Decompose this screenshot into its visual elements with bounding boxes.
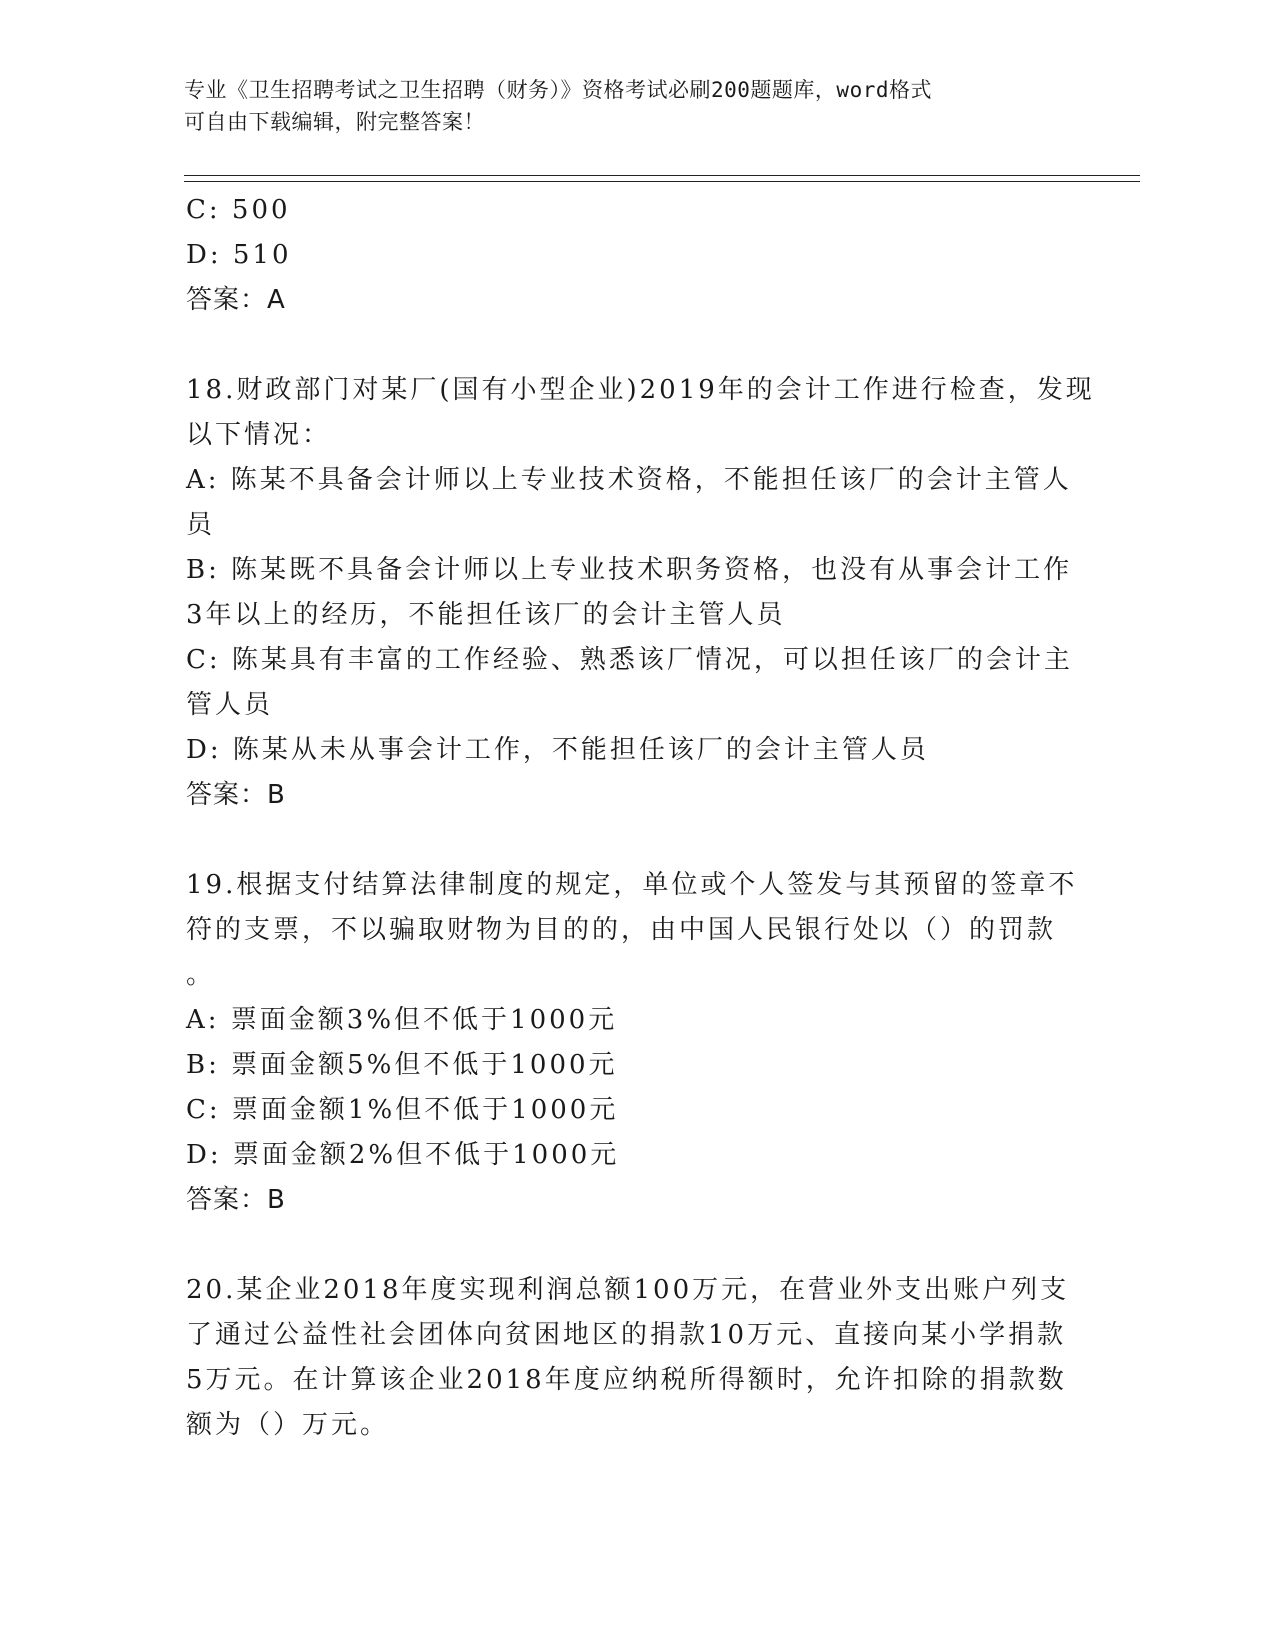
question-17-tail <box>186 188 1086 323</box>
option-a-continued: 员 <box>186 510 216 540</box>
option-b-continued: 3年以上的经历，不能担任该厂的会计主管人员 <box>186 600 786 630</box>
option-c: C: 500 <box>186 195 291 225</box>
option-c: C: 票面金额1%但不低于1000元 <box>186 1095 619 1125</box>
answer-line: 答案：B <box>186 780 286 810</box>
question-text-line: 了通过公益性社会团体向贫困地区的捐款10万元、直接向某小学捐款 <box>186 1320 1067 1350</box>
header-divider-top <box>184 175 1140 176</box>
question-text-line: 额为（）万元。 <box>186 1410 390 1440</box>
question-text-line: 5万元。在计算该企业2018年度应纳税所得额时，允许扣除的捐款数 <box>186 1365 1067 1395</box>
option-d: D: 票面金额2%但不低于1000元 <box>186 1140 620 1170</box>
option-c-continued: 管人员 <box>186 690 274 720</box>
header-title-line-2: 可自由下载编辑，附完整答案！ <box>184 110 485 134</box>
answer-line: 答案：A <box>186 285 286 315</box>
option-a: A: 票面金额3%但不低于1000元 <box>186 1005 618 1035</box>
option-b: B: 票面金额5%但不低于1000元 <box>186 1050 618 1080</box>
question-20 <box>186 1268 1086 1448</box>
question-text-line: 19.根据支付结算法律制度的规定，单位或个人签发与其预留的签章不 <box>186 870 1078 900</box>
question-text-line: 符的支票，不以骗取财物为目的的，由中国人民银行处以（）的罚款 <box>186 915 1057 945</box>
document-header <box>184 74 1054 138</box>
header-title-line-1: 专业《卫生招聘考试之卫生招聘（财务）》资格考试必刷200题题库，word格式 <box>184 78 932 102</box>
question-18 <box>186 368 1095 818</box>
question-text-line: 20.某企业2018年度实现利润总额100万元，在营业外支出账户列支 <box>186 1275 1070 1305</box>
option-c: C: 陈某具有丰富的工作经验、熟悉该厂情况，可以担任该厂的会计主 <box>186 645 1073 675</box>
header-divider-bottom <box>184 181 1140 182</box>
option-d: D: 510 <box>186 240 292 270</box>
document-body <box>186 188 1095 1448</box>
option-d: D: 陈某从未从事会计工作，不能担任该厂的会计主管人员 <box>186 735 929 765</box>
question-19 <box>186 863 1086 1223</box>
question-text-line: 18.财政部门对某厂(国有小型企业)2019年的会计工作进行检查，发现 <box>186 375 1095 405</box>
question-text-line: 以下情况： <box>186 420 332 450</box>
option-b: B: 陈某既不具备会计师以上专业技术职务资格，也没有从事会计工作 <box>186 555 1073 585</box>
answer-line: 答案：B <box>186 1185 286 1215</box>
option-a: A: 陈某不具备会计师以上专业技术资格，不能担任该厂的会计主管人 <box>186 465 1072 495</box>
question-text-line: 。 <box>186 960 216 990</box>
